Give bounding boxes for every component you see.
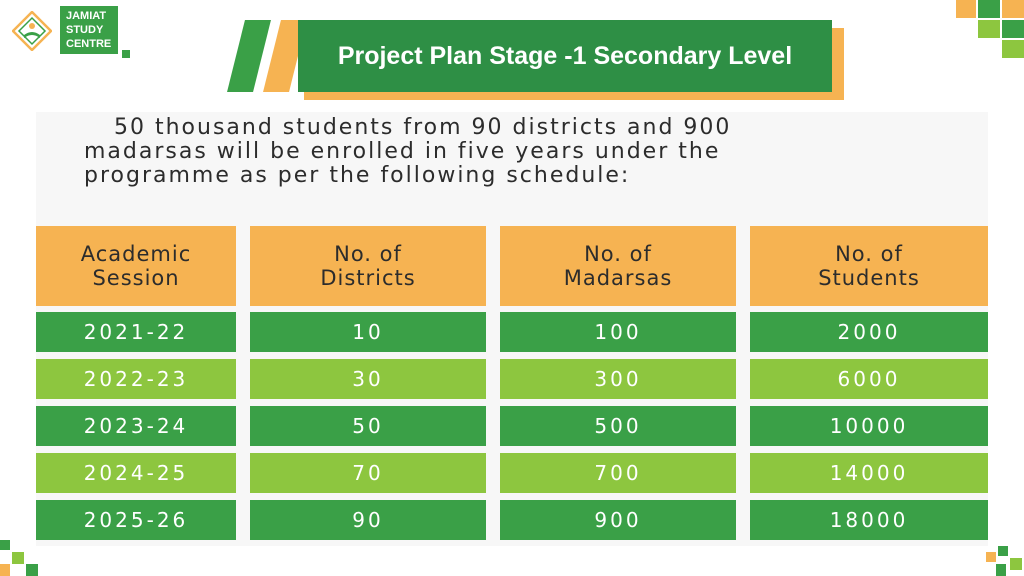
table-cell-districts: 90 bbox=[250, 500, 486, 540]
corner-decoration-bottom-right bbox=[986, 546, 1024, 576]
table-cell-session: 2023-24 bbox=[36, 406, 236, 446]
logo-line-2: STUDY bbox=[66, 24, 104, 36]
table-cell-students: 18000 bbox=[750, 500, 988, 540]
corner-decoration-bottom-left bbox=[0, 540, 40, 576]
logo-line-1: JAMIAT bbox=[66, 10, 107, 22]
intro-paragraph bbox=[84, 116, 984, 188]
table-cell-session: 2024-25 bbox=[36, 453, 236, 493]
table-cell-students: 14000 bbox=[750, 453, 988, 493]
title-banner bbox=[298, 20, 832, 92]
logo bbox=[8, 6, 138, 62]
title-stripe-green bbox=[227, 20, 271, 92]
table-cell-madarsas: 300 bbox=[500, 359, 736, 399]
table-cell-districts: 50 bbox=[250, 406, 486, 446]
table-cell-madarsas: 700 bbox=[500, 453, 736, 493]
header-students: No. of Students bbox=[750, 226, 988, 306]
logo-emblem-icon bbox=[12, 11, 52, 51]
table-cell-students: 6000 bbox=[750, 359, 988, 399]
logo-accent-square bbox=[122, 50, 130, 58]
intro-line-2: madarsas will be enrolled in five years under the bbox=[84, 139, 721, 164]
table-cell-students: 10000 bbox=[750, 406, 988, 446]
table-cell-madarsas: 500 bbox=[500, 406, 736, 446]
table-cell-districts: 30 bbox=[250, 359, 486, 399]
logo-wordmark bbox=[60, 6, 118, 54]
header-districts: No. of Districts bbox=[250, 226, 486, 306]
table-cell-students: 2000 bbox=[750, 312, 988, 352]
header-madarsas: No. of Madarsas bbox=[500, 226, 736, 306]
table-cell-madarsas: 900 bbox=[500, 500, 736, 540]
table-cell-session: 2021-22 bbox=[36, 312, 236, 352]
corner-decoration-top-right bbox=[956, 0, 1024, 60]
table-cell-districts: 10 bbox=[250, 312, 486, 352]
header-academic-session: Academic Session bbox=[36, 226, 236, 306]
table-cell-session: 2022-23 bbox=[36, 359, 236, 399]
intro-line-3: programme as per the following schedule: bbox=[84, 163, 631, 188]
table-cell-session: 2025-26 bbox=[36, 500, 236, 540]
page-title: Project Plan Stage -1 Secondary Level bbox=[337, 41, 793, 70]
table-cell-districts: 70 bbox=[250, 453, 486, 493]
logo-line-3: CENTRE bbox=[66, 38, 112, 50]
table-cell-madarsas: 100 bbox=[500, 312, 736, 352]
intro-line-1: 50 thousand students from 90 districts and 900 bbox=[114, 115, 732, 140]
